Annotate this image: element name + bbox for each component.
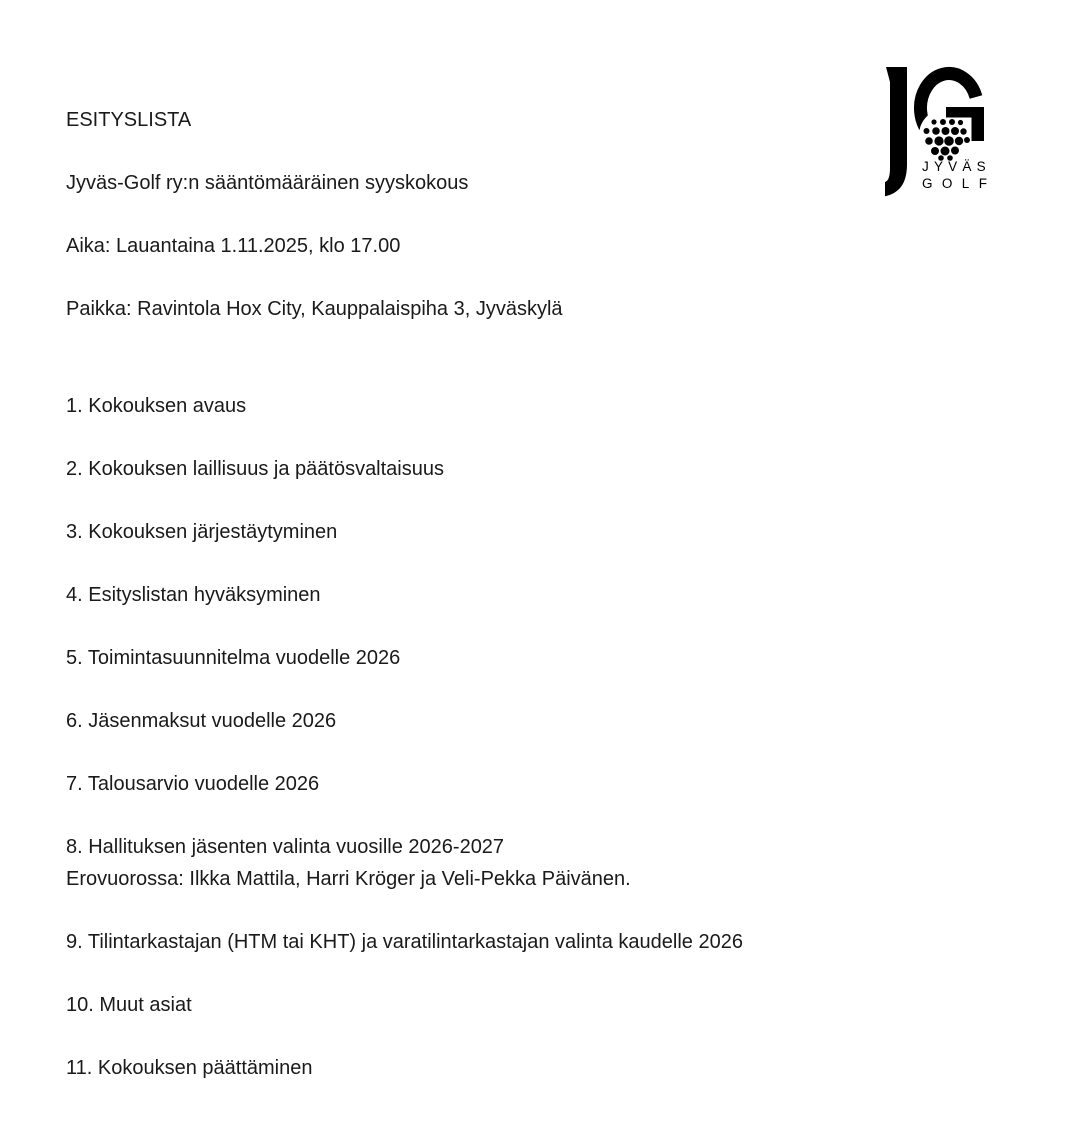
agenda-item-6: 6. Jäsenmaksut vuodelle 2026 [66,710,337,732]
agenda-item-11: 11. Kokouksen päättäminen [66,1057,313,1079]
meeting-place: Paikka: Ravintola Hox City, Kauppalaispiha 3, Jyväskylä [66,298,563,320]
agenda-item-5: 5. Toimintasuunnitelma vuodelle 2026 [66,647,401,669]
agenda-item-3: 3. Kokouksen järjestäytyminen [66,521,338,543]
agenda-item-8 [66,831,1006,895]
agenda-item-9: 9. Tilintarkastajan (HTM tai KHT) ja varatilintarkastajan valinta kaudelle 2026 [66,931,743,953]
logo-wordmark-jyvas: JYVÄS [922,159,991,174]
agenda-item-1: 1. Kokouksen avaus [66,395,247,417]
agenda-item-2: 2. Kokouksen laillisuus ja päätösvaltaisuus [66,458,444,480]
agenda-item-10: 10. Muut asiat [66,994,192,1016]
meeting-title: Jyväs-Golf ry:n sääntömääräinen syyskokous [66,172,469,194]
agenda-item-4: 4. Esityslistan hyväksyminen [66,584,321,606]
agenda-item-7: 7. Talousarvio vuodelle 2026 [66,773,320,795]
agenda-item-8-note: Erovuorossa: Ilkka Mattila, Harri Kröger ja Veli-Pekka Päivänen. [66,868,631,890]
logo-wordmark-golf: GOLF [922,176,997,191]
agenda-document [66,104,1006,1115]
meeting-time: Aika: Lauantaina 1.11.2025, klo 17.00 [66,235,401,257]
agenda-item-8-text: 8. Hallituksen jäsenten valinta vuosille 2026-2027 [66,836,505,858]
document-heading: ESITYSLISTA [66,109,192,131]
